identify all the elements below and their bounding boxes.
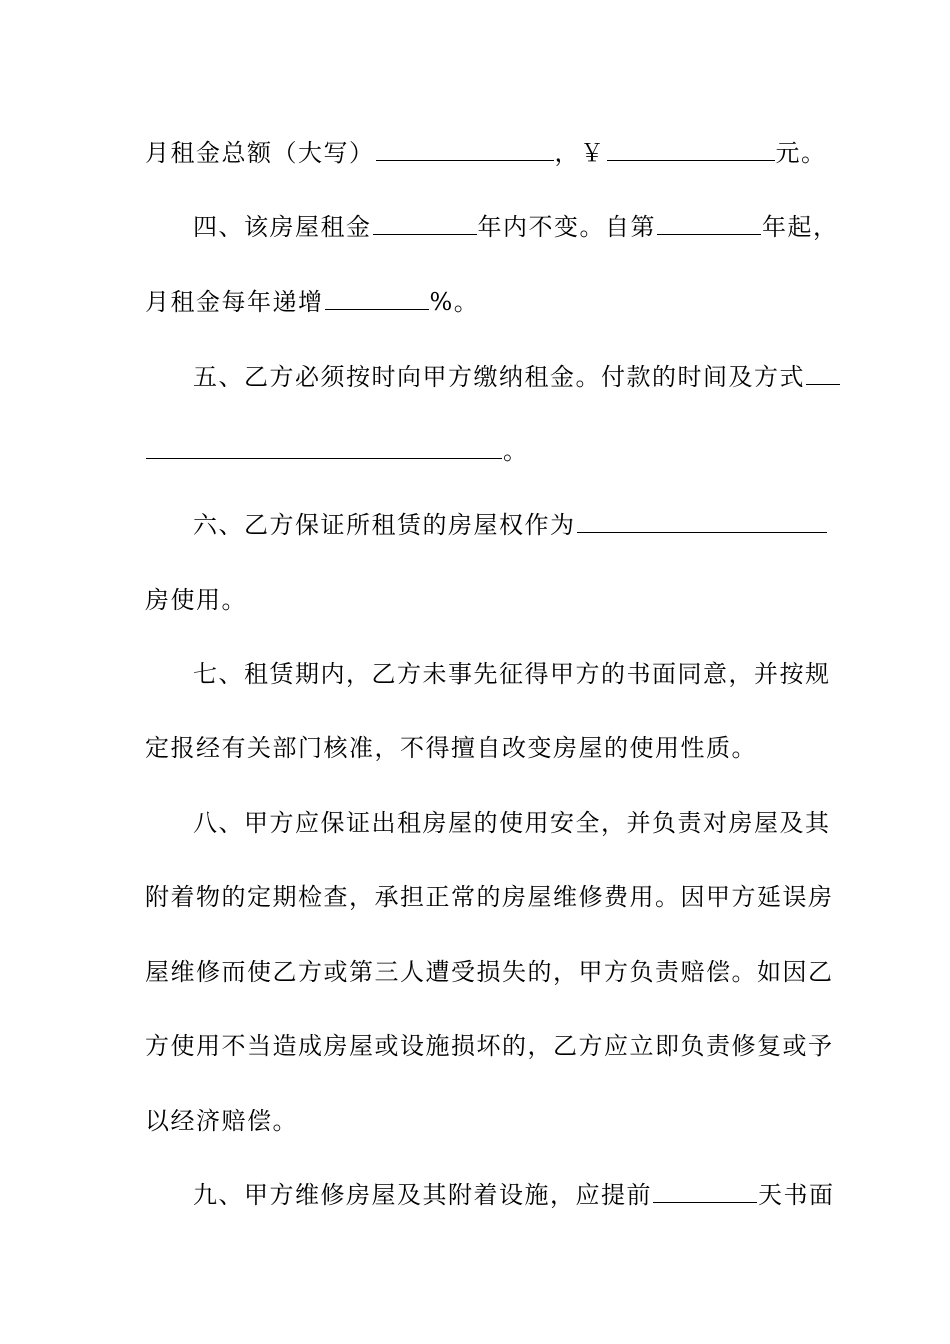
blank-increase-percent[interactable] <box>325 287 429 310</box>
text-clause-7-cont: 定报经有关部门核准，不得擅自改变房屋的使用性质。 <box>145 734 757 762</box>
line-clause-8-cont-4 <box>145 1106 298 1136</box>
blank-rent-amount[interactable] <box>607 138 775 161</box>
blank-start-year[interactable] <box>657 212 761 235</box>
text-clause-6-end: 房使用。 <box>145 586 247 614</box>
line-clause-8 <box>193 808 831 838</box>
line-clause-6-cont <box>145 585 247 615</box>
text-clause-4-mid: 年内不变。自第 <box>477 213 656 241</box>
line-clause-4-cont <box>145 287 479 317</box>
text-clause-7: 七、租赁期内，乙方未事先征得甲方的书面同意，并按规 <box>193 660 831 688</box>
text-clause-4-end: 年起， <box>762 213 839 241</box>
text-percent: %。 <box>429 288 480 316</box>
line-clause-6 <box>193 510 828 540</box>
blank-rent-words[interactable] <box>376 138 554 161</box>
text-clause-6: 六、乙方保证所租赁的房屋权作为 <box>193 511 576 539</box>
text-clause-5: 五、乙方必须按时向甲方缴纳租金。付款的时间及方式 <box>193 363 805 391</box>
blank-years-unchanged[interactable] <box>373 212 477 235</box>
line-clause-5-cont <box>145 436 529 466</box>
text-clause-9: 九、甲方维修房屋及其附着设施，应提前 <box>193 1181 652 1209</box>
line-clause-8-cont-3 <box>145 1031 834 1061</box>
text-clause-8-cont-1: 附着物的定期检查，承担正常的房屋维修费用。因甲方延误房 <box>145 883 834 911</box>
line-clause-8-cont-2 <box>145 957 834 987</box>
blank-payment-method-start[interactable] <box>806 362 840 385</box>
line-clause-4 <box>193 212 839 242</box>
line-clause-8-cont-1 <box>145 882 834 912</box>
blank-usage-purpose[interactable] <box>577 510 827 533</box>
text-rent-total-label: 月租金总额（大写） <box>145 139 375 167</box>
text-yen: ，￥ <box>554 139 606 167</box>
text-increase-label: 月租金每年递增 <box>145 288 324 316</box>
text-clause-4-start: 四、该房屋租金 <box>193 213 372 241</box>
text-clause-8-cont-3: 方使用不当造成房屋或设施损坏的，乙方应立即负责修复或予 <box>145 1032 834 1060</box>
blank-payment-method[interactable] <box>146 436 502 459</box>
text-clause-8-cont-4: 以经济赔偿。 <box>145 1107 298 1135</box>
text-clause-9-end: 天书面 <box>758 1181 835 1209</box>
text-yuan: 元。 <box>775 139 827 167</box>
line-clause-7 <box>193 659 831 689</box>
text-period: 。 <box>503 437 529 465</box>
line-rent-total <box>145 138 827 168</box>
line-clause-5 <box>193 362 841 392</box>
text-clause-8: 八、甲方应保证出租房屋的使用安全，并负责对房屋及其 <box>193 809 831 837</box>
line-clause-7-cont <box>145 733 757 763</box>
blank-notice-days[interactable] <box>653 1180 757 1203</box>
line-clause-9 <box>193 1180 835 1210</box>
text-clause-8-cont-2: 屋维修而使乙方或第三人遭受损失的，甲方负责赔偿。如因乙 <box>145 958 834 986</box>
